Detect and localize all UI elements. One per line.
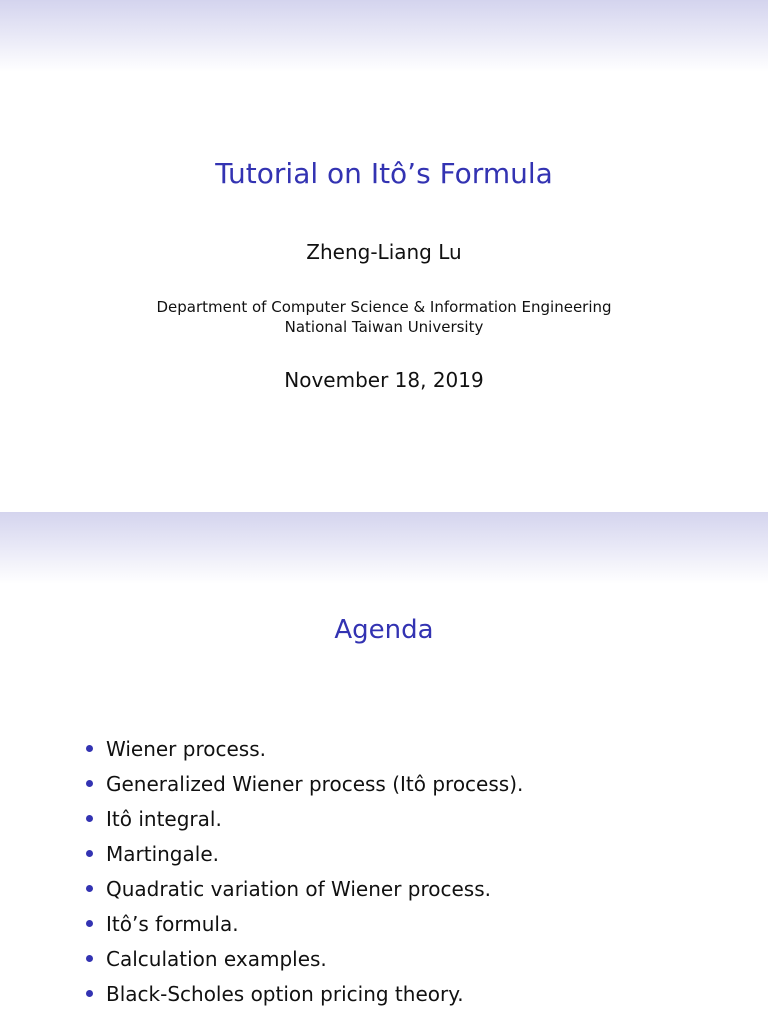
bullet-icon <box>86 955 93 962</box>
header-band <box>0 512 768 584</box>
list-item <box>86 977 523 1012</box>
list-item-text: Itô integral. <box>106 807 222 831</box>
list-item-text: Martingale. <box>106 842 219 866</box>
list-item <box>86 907 523 942</box>
bullet-icon <box>86 815 93 822</box>
list-item <box>86 732 523 767</box>
bullet-icon <box>86 920 93 927</box>
list-item <box>86 802 523 837</box>
bullet-icon <box>86 990 93 997</box>
bullet-icon <box>86 780 93 787</box>
list-item <box>86 872 523 907</box>
list-item-text: Wiener process. <box>106 737 266 761</box>
bullet-icon <box>86 850 93 857</box>
list-item <box>86 942 523 977</box>
institute-line-2: National Taiwan University <box>284 318 484 336</box>
list-item-text: Calculation examples. <box>106 947 327 971</box>
institute <box>0 297 768 337</box>
presentation-title: Tutorial on Itô’s Formula <box>215 157 553 190</box>
bullet-icon <box>86 745 93 752</box>
header-band <box>0 0 768 72</box>
author: Zheng-Liang Lu <box>306 240 462 264</box>
date: November 18, 2019 <box>284 368 484 392</box>
institute-line-1: Department of Computer Science & Information Engineering <box>156 298 612 316</box>
agenda-list <box>86 732 523 1012</box>
list-item-text: Generalized Wiener process (Itô process). <box>106 772 524 796</box>
agenda-slide <box>0 512 768 1024</box>
list-item <box>86 767 523 802</box>
list-item-text: Itô’s formula. <box>106 912 239 936</box>
frame-title: Agenda <box>334 615 434 645</box>
list-item-text: Quadratic variation of Wiener process. <box>106 877 491 901</box>
list-item-text: Black-Scholes option pricing theory. <box>106 982 464 1006</box>
bullet-icon <box>86 885 93 892</box>
list-item <box>86 837 523 872</box>
